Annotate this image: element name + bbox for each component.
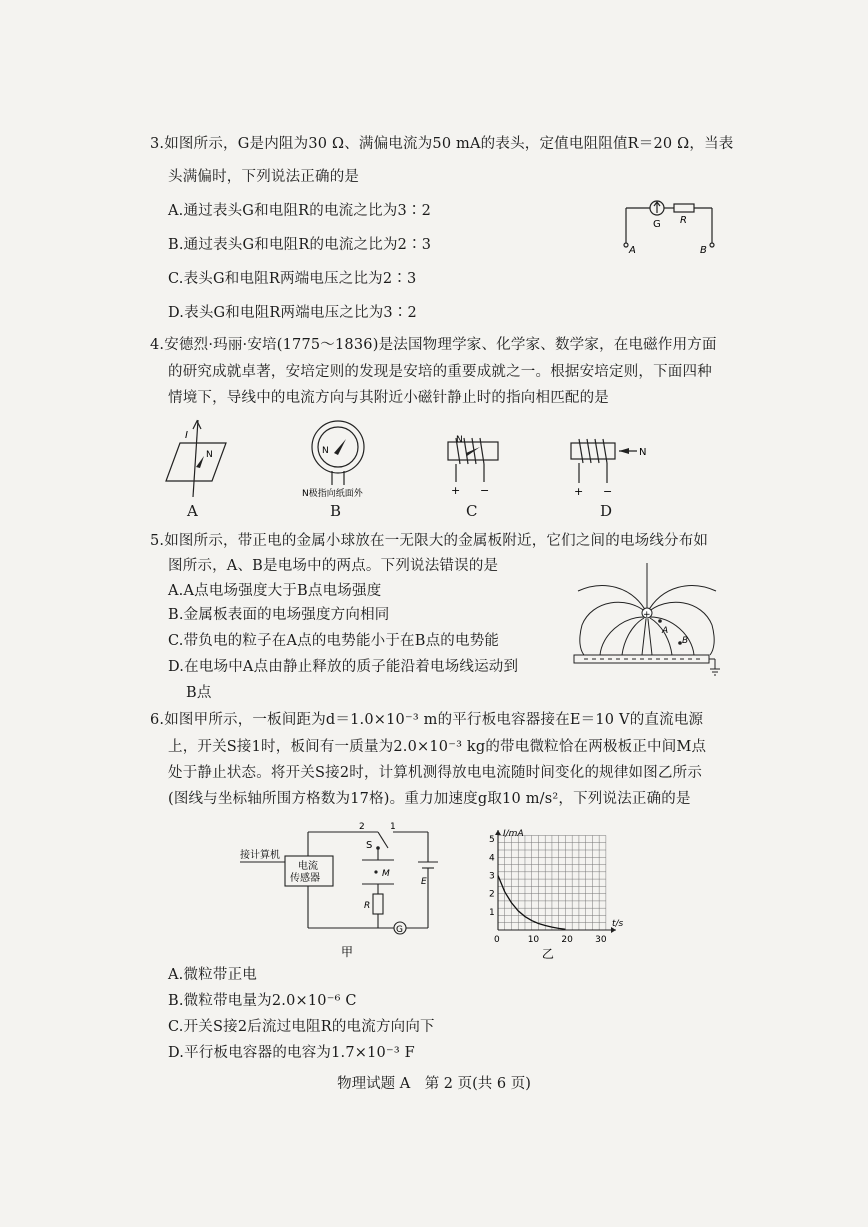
- q4-fig-b-caption: N极指向纸面外: [302, 489, 363, 499]
- q5-fig-plus: +: [643, 610, 651, 620]
- q4-fig-d[interactable]: [565, 435, 665, 500]
- q6-fig-sensor-line1: 电流: [298, 861, 318, 872]
- q5-option-a[interactable]: A.A点电场强度大于B点电场强度: [168, 583, 382, 599]
- q6-stem-line2: 上，开关S接1时，板间有一质量为2.0×10⁻³ kg的带电微粒恰在两极板正中间M点: [168, 739, 707, 755]
- q3-option-a[interactable]: A.通过表头G和电阻R的电流之比为3∶2: [168, 203, 432, 219]
- q4-fig-c-n: N: [456, 435, 463, 445]
- q5-stem-line1: 5.如图所示，带正电的金属小球放在一无限大的金属板附近，它们之间的电场线分布如: [150, 533, 709, 549]
- y-axis-arrow: [495, 830, 501, 835]
- q6-circuit-jia: [238, 822, 438, 962]
- q3-fig-r: R: [680, 215, 687, 226]
- q6-fig-switch: S: [366, 840, 373, 851]
- q4-label-b: B: [330, 502, 342, 520]
- q6-stem-line3: 处于静止状态。将开关S接2时，计算机测得放电电流随时间变化的规律如图乙所示: [168, 765, 703, 781]
- q4-fig-d-minus: −: [603, 485, 613, 498]
- q5-stem-line2: 图所示，A、B是电场中的两点。下列说法错误的是: [168, 558, 499, 574]
- q4-fig-b-n: N: [322, 446, 329, 456]
- q6-fig-r: R: [364, 901, 371, 911]
- q6-fig-computer: 接计算机: [240, 850, 280, 861]
- q3-fig-g: G: [653, 219, 661, 230]
- q6-option-b[interactable]: B.微粒带电量为2.0×10⁻⁶ C: [168, 993, 357, 1009]
- q6-fig-n1: 1: [390, 822, 396, 832]
- y-tick-label: 1: [489, 907, 495, 918]
- y-tick-label: 4: [489, 853, 495, 864]
- q4-fig-c-plus: +: [451, 484, 461, 497]
- q3-stem-line2: 头满偏时，下列说法正确的是: [168, 169, 360, 185]
- x-tick-label: 0: [494, 935, 500, 945]
- q5-fig-b: B: [682, 636, 689, 646]
- q6-option-c[interactable]: C.开关S接2后流过电阻R的电流方向向下: [168, 1019, 435, 1035]
- q6-fig-m: M: [382, 869, 390, 879]
- q4-label-c: C: [466, 502, 478, 520]
- q6-option-d[interactable]: D.平行板电容器的电容为1.7×10⁻³ F: [168, 1045, 415, 1061]
- q4-stem-line2: 的研究成就卓著，安培定则的发现是安培的重要成就之一。根据安培定则，下面四种: [168, 364, 712, 380]
- x-tick-label: 20: [561, 935, 573, 945]
- q6-stem-line4: (图线与坐标轴所围方格数为17格)。重力加速度g取10 m/s²，下列说法正确的是: [168, 791, 691, 807]
- q5-option-c[interactable]: C.带负电的粒子在A点的电势能小于在B点的电势能: [168, 633, 500, 649]
- q4-fig-d-n: N: [639, 447, 647, 458]
- q6-fig-sensor-line2: 传感器: [290, 873, 320, 884]
- q6-chart-yi: [478, 812, 648, 962]
- q6-fig-e: E: [421, 877, 427, 887]
- q4-fig-a[interactable]: [160, 415, 240, 500]
- y-tick-label: 2: [489, 889, 495, 900]
- page-footer: 物理试题 A 第 2 页(共 6 页): [337, 1076, 531, 1092]
- q4-fig-b[interactable]: [300, 415, 380, 500]
- q3-option-d[interactable]: D.表头G和电阻R两端电压之比为3∶2: [168, 305, 417, 321]
- q5-fig-a: A: [662, 626, 669, 636]
- q3-option-c[interactable]: C.表头G和电阻R两端电压之比为2∶3: [168, 271, 417, 287]
- q4-label-a: A: [187, 502, 198, 520]
- q6-fig-g: G: [396, 925, 403, 935]
- q4-stem-line3: 情境下，导线中的电流方向与其附近小磁针静止时的指向相匹配的是: [168, 390, 609, 406]
- q4-fig-c[interactable]: [440, 430, 510, 500]
- q5-option-d-line1[interactable]: D.在电场中A点由静止释放的质子能沿着电场线运动到: [168, 659, 519, 675]
- q5-option-d-line2[interactable]: B点: [186, 685, 212, 701]
- q6-fig-yi-caption: 乙: [541, 947, 554, 961]
- q4-stem-line1: 4.安德烈·玛丽·安培(1775～1836)是法国物理学家、化学家、数学家，在电磁作用方面: [150, 337, 717, 353]
- y-tick-label: 5: [489, 835, 495, 846]
- q4-fig-a-n: N: [206, 450, 213, 460]
- q3-fig-a: A: [629, 245, 636, 256]
- q6-stem-line1: 6.如图甲所示，一板间距为d＝1.0×10⁻³ m的平行板电容器接在E＝10 V的直流电源: [150, 712, 704, 728]
- q4-fig-a-current: I: [185, 430, 188, 441]
- y-tick-label: 3: [489, 871, 495, 882]
- q4-label-d: D: [600, 502, 613, 520]
- y-axis-label: I/mA: [503, 829, 524, 839]
- q3-fig-b: B: [700, 245, 707, 256]
- q4-fig-c-minus: −: [480, 484, 490, 497]
- q3-option-b[interactable]: B.通过表头G和电阻R的电流之比为2∶3: [168, 237, 432, 253]
- x-tick-label: 10: [527, 935, 540, 945]
- q6-fig-n2: 2: [359, 822, 365, 832]
- q5-field-diagram: [572, 555, 722, 680]
- q5-option-b[interactable]: B.金属板表面的电场强度方向相同: [168, 607, 390, 623]
- x-axis-label: t/s: [612, 919, 624, 929]
- q6-option-a[interactable]: A.微粒带正电: [168, 967, 257, 983]
- q3-stem-line1: 3.如图所示，G是内阻为30 Ω、满偏电流为50 mA的表头，定值电阻阻值R＝20 Ω，当表: [150, 136, 734, 152]
- q3-circuit-diagram: [612, 195, 724, 257]
- x-tick-label: 30: [595, 935, 607, 945]
- q6-fig-jia-caption: 甲: [341, 945, 354, 959]
- q4-fig-d-plus: +: [574, 485, 584, 498]
